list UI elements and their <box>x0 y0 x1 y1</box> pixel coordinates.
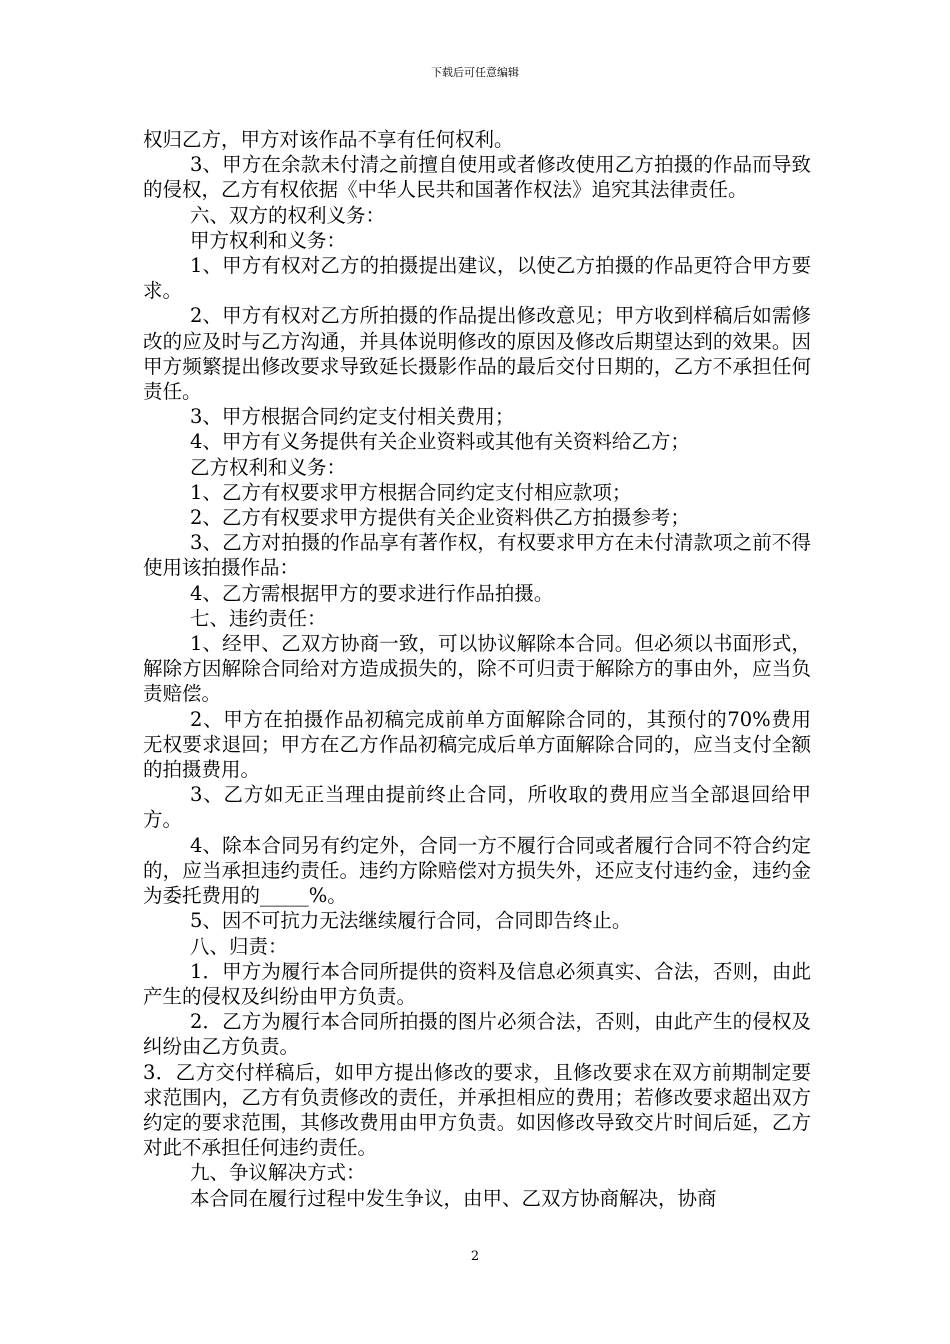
contract-paragraph: 1．甲方为履行本合同所提供的资料及信息必须真实、合法，否则，由此产生的侵权及纠纷由甲方负责。 <box>143 959 811 1008</box>
contract-paragraph: 4、除本合同另有约定外，合同一方不履行合同或者履行合同不符合约定的，应当承担违约责任。违约方除赔偿对方损失外，还应支付违约金，违约金为委托费用的_____%。 <box>143 833 811 908</box>
contract-paragraph: 3、乙方如无正当理由提前终止合同，所收取的费用应当全部退回给甲方。 <box>143 783 811 832</box>
contract-paragraph: 六、双方的权利义务： <box>190 203 386 227</box>
contract-paragraph: 3、甲方根据合同约定支付相关费用； <box>190 405 515 429</box>
contract-paragraph: 2、乙方有权要求甲方提供有关企业资料供乙方拍摄参考； <box>190 506 690 530</box>
contract-paragraph: 3、乙方对拍摄的作品享有著作权，有权要求甲方在未付清款项之前不得使用该拍摄作品： <box>143 531 811 580</box>
contract-paragraph: 1、甲方有权对乙方的拍摄提出建议，以使乙方拍摄的作品更符合甲方要求。 <box>143 254 811 303</box>
contract-paragraph: 5、因不可抗力无法继续履行合同，合同即告终止。 <box>190 909 632 933</box>
contract-paragraph: 甲方权利和义务： <box>190 228 347 252</box>
contract-paragraph: 乙方权利和义务： <box>190 455 347 479</box>
contract-body <box>143 127 811 1211</box>
contract-paragraph: 2、甲方在拍摄作品初稿完成前单方面解除合同的，其预付的70%费用无权要求退回；甲方在乙方作品初稿完成后单方面解除合同的，应当支付全额的拍摄费用。 <box>143 707 811 782</box>
page-number: 2 <box>470 1249 480 1264</box>
contract-paragraph: 4、乙方需根据甲方的要求进行作品拍摄。 <box>190 581 554 605</box>
contract-paragraph: 七、违约责任： <box>190 606 327 630</box>
contract-paragraph: 2、甲方有权对乙方所拍摄的作品提出修改意见；甲方收到样稿后如需修改的应及时与乙方沟通，并具体说明修改的原因及修改后期望达到的效果。因甲方频繁提出修改要求导致延长摄影作品的最后交付日期的，乙方不承担任何责任。 <box>143 304 811 404</box>
contract-paragraph: 本合同在履行过程中发生争议，由甲、乙双方协商解决，协商 <box>190 1186 717 1210</box>
page-header: 下载后可任意编辑 <box>431 66 519 79</box>
contract-paragraph: 1、经甲、乙双方协商一致，可以协议解除本合同。但必须以书面形式，解除方因解除合同给对方造成损失的，除不可归责于解除方的事由外，应当负责赔偿。 <box>143 632 811 706</box>
contract-paragraph: 权归乙方，甲方对该作品不享有任何权利。 <box>143 128 514 151</box>
contract-paragraph: 1、乙方有权要求甲方根据合同约定支付相应款项； <box>190 480 632 504</box>
contract-paragraph: 3、甲方在余款未付清之前擅自使用或者修改使用乙方拍摄的作品而导致的侵权，乙方有权依据《中华人民共和国著作权法》追究其法律责任。 <box>143 153 811 202</box>
contract-paragraph: 4、甲方有义务提供有关企业资料或其他有关资料给乙方； <box>190 430 690 454</box>
contract-paragraph: 九、争议解决方式： <box>190 1161 366 1185</box>
contract-paragraph: 2．乙方为履行本合同所拍摄的图片必须合法，否则，由此产生的侵权及纠纷由乙方负责。 <box>143 1010 811 1059</box>
contract-paragraph: 八、归责： <box>190 934 288 958</box>
contract-paragraph: 3．乙方交付样稿后，如甲方提出修改的要求，且修改要求在双方前期制定要求范围内，乙方有负责修改的责任，并承担相应的费用；若修改要求超出双方约定的要求范围，其修改费用由甲方负责。如因修改导致交片时间后延，乙方对此不承担任何违约责任。 <box>143 1060 811 1160</box>
